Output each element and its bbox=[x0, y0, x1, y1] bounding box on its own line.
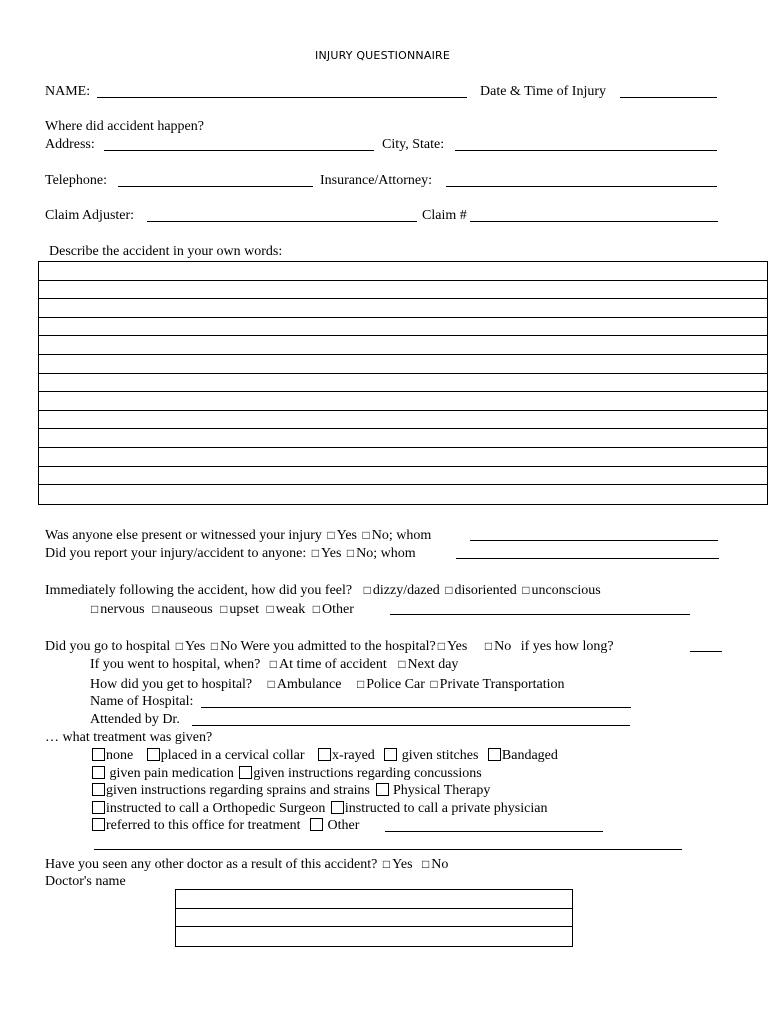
hospital-no-label: No bbox=[220, 639, 238, 654]
grid-row[interactable] bbox=[39, 336, 767, 355]
treatment-row-5 bbox=[92, 818, 359, 834]
grid-row[interactable] bbox=[39, 281, 767, 300]
grid-row[interactable] bbox=[176, 927, 572, 946]
admitted-no-checkbox[interactable]: □ bbox=[484, 639, 493, 653]
treatment-other-checkbox[interactable] bbox=[310, 818, 323, 831]
ambulance-checkbox[interactable]: □ bbox=[267, 677, 275, 691]
police-car-label: Police Car bbox=[366, 677, 425, 692]
telephone-field[interactable] bbox=[118, 186, 313, 187]
grid-row[interactable] bbox=[39, 429, 767, 448]
grid-row[interactable] bbox=[39, 485, 767, 504]
cervical-collar-label: placed in a cervical collar bbox=[160, 748, 305, 763]
grid-row[interactable] bbox=[176, 909, 572, 928]
hospital-yes-label: Yes bbox=[184, 639, 206, 654]
feel-text: Immediately following the accident, how did you feel? bbox=[45, 583, 353, 598]
other-doctor-question bbox=[45, 856, 448, 873]
other-doctor-yes-label: Yes bbox=[392, 857, 413, 872]
police-car-checkbox[interactable]: □ bbox=[356, 677, 365, 691]
grid-row[interactable] bbox=[39, 467, 767, 486]
hospital-name-label: Name of Hospital: bbox=[90, 694, 194, 709]
grid-row[interactable] bbox=[39, 262, 767, 281]
treatment-extra-line[interactable] bbox=[94, 849, 682, 850]
weak-checkbox[interactable]: □ bbox=[266, 602, 274, 616]
report-question bbox=[45, 545, 416, 562]
feel-other-field[interactable] bbox=[390, 614, 690, 615]
cervical-collar-checkbox[interactable] bbox=[147, 748, 160, 761]
admitted-yes-label: Yes bbox=[446, 639, 468, 654]
report-whom-field[interactable] bbox=[456, 558, 719, 559]
grid-row[interactable] bbox=[39, 411, 767, 430]
admitted-no-label: No bbox=[494, 639, 512, 654]
at-time-checkbox[interactable]: □ bbox=[269, 657, 278, 671]
report-no-label: No; whom bbox=[356, 546, 416, 561]
referred-checkbox[interactable] bbox=[92, 818, 105, 831]
claim-number-field[interactable] bbox=[470, 221, 718, 222]
stitches-label: given stitches bbox=[401, 748, 479, 763]
claim-adjuster-field[interactable] bbox=[147, 221, 417, 222]
unconscious-label: unconscious bbox=[531, 583, 601, 598]
private-transport-checkbox[interactable]: □ bbox=[430, 677, 438, 691]
treatment-row-2 bbox=[92, 766, 482, 782]
weak-label: weak bbox=[275, 602, 306, 617]
insurance-field[interactable] bbox=[446, 186, 717, 187]
at-time-label: At time of accident bbox=[279, 657, 387, 672]
treatment-question: … what treatment was given? bbox=[45, 730, 213, 745]
doctor-name-label: Doctor's name bbox=[45, 874, 126, 889]
orthopedic-checkbox[interactable] bbox=[92, 801, 105, 814]
grid-row[interactable] bbox=[39, 374, 767, 393]
feel-question bbox=[45, 582, 601, 599]
date-time-field[interactable] bbox=[620, 97, 717, 98]
insurance-label: Insurance/Attorney: bbox=[320, 173, 432, 188]
next-day-checkbox[interactable]: □ bbox=[398, 657, 406, 671]
name-field[interactable] bbox=[97, 97, 467, 98]
private-physician-checkbox[interactable] bbox=[331, 801, 344, 814]
hospital-no-checkbox[interactable]: □ bbox=[210, 639, 219, 653]
date-time-label: Date & Time of Injury bbox=[480, 84, 606, 99]
grid-row[interactable] bbox=[39, 355, 767, 374]
hospital-yes-checkbox[interactable]: □ bbox=[175, 639, 183, 653]
describe-label: Describe the accident in your own words: bbox=[49, 244, 283, 259]
concussions-label: given instructions regarding concussions bbox=[253, 766, 482, 781]
nervous-label: nervous bbox=[100, 602, 145, 617]
upset-label: upset bbox=[229, 602, 259, 617]
feel-options-row bbox=[89, 601, 354, 618]
nauseous-label: nauseous bbox=[161, 602, 213, 617]
witness-text: Was anyone else present or witnessed your injury bbox=[45, 528, 322, 543]
city-state-label: City, State: bbox=[382, 137, 445, 152]
other-doctor-yes-checkbox[interactable]: □ bbox=[382, 857, 391, 871]
nauseous-checkbox[interactable]: □ bbox=[152, 602, 160, 616]
other-doctor-text: Have you seen any other doctor as a result of this accident? bbox=[45, 857, 378, 872]
x-rayed-label: x-rayed bbox=[332, 748, 375, 763]
none-checkbox[interactable] bbox=[92, 748, 105, 761]
witness-yes-label: Yes bbox=[336, 528, 357, 543]
city-state-field[interactable] bbox=[455, 150, 717, 151]
pain-medication-checkbox[interactable] bbox=[92, 766, 105, 779]
doctor-name-grid[interactable] bbox=[175, 889, 573, 947]
dizzy-label: dizzy/dazed bbox=[372, 583, 440, 598]
treatment-row-3 bbox=[92, 783, 490, 799]
disoriented-label: disoriented bbox=[454, 583, 517, 598]
when-row bbox=[90, 656, 458, 673]
when-text: If you went to hospital, when? bbox=[90, 657, 261, 672]
private-physician-label: instructed to call a private physician bbox=[344, 801, 548, 816]
grid-row[interactable] bbox=[39, 448, 767, 467]
disoriented-checkbox[interactable]: □ bbox=[445, 583, 453, 597]
witness-no-label: No; whom bbox=[371, 528, 432, 543]
name-label: NAME: bbox=[45, 84, 91, 99]
bandaged-label: Bandaged bbox=[501, 748, 558, 763]
treatment-other-label: Other bbox=[327, 818, 360, 833]
treatment-other-field[interactable] bbox=[385, 831, 603, 832]
describe-grid[interactable] bbox=[38, 261, 768, 505]
grid-row[interactable] bbox=[39, 299, 767, 318]
x-rayed-checkbox[interactable] bbox=[318, 748, 331, 761]
orthopedic-label: instructed to call a Orthopedic Surgeon bbox=[106, 801, 326, 816]
ambulance-label: Ambulance bbox=[276, 677, 342, 692]
hospital-question bbox=[45, 638, 614, 655]
next-day-label: Next day bbox=[407, 657, 459, 672]
attended-field[interactable] bbox=[192, 725, 630, 726]
upset-checkbox[interactable]: □ bbox=[220, 602, 228, 616]
treatment-row-4 bbox=[92, 801, 547, 817]
claim-number-label: Claim # bbox=[422, 208, 467, 223]
admitted-text: Were you admitted to the hospital? bbox=[240, 639, 436, 654]
sprains-checkbox[interactable] bbox=[92, 783, 105, 796]
hospital-text: Did you go to hospital bbox=[45, 639, 171, 654]
report-yes-checkbox[interactable]: □ bbox=[311, 546, 320, 560]
physical-therapy-checkbox[interactable] bbox=[376, 783, 389, 796]
other-doctor-no-checkbox[interactable]: □ bbox=[422, 857, 430, 871]
claim-adjuster-label: Claim Adjuster: bbox=[45, 208, 135, 223]
dizzy-checkbox[interactable]: □ bbox=[363, 583, 371, 597]
other-doctor-no-label: No bbox=[431, 857, 449, 872]
pain-medication-label: given pain medication bbox=[109, 766, 234, 781]
address-label: Address: bbox=[45, 137, 95, 152]
feel-other-label: Other bbox=[322, 602, 354, 617]
report-no-checkbox[interactable]: □ bbox=[346, 546, 355, 560]
hospital-name-field[interactable] bbox=[201, 707, 631, 708]
grid-row[interactable] bbox=[39, 318, 767, 337]
how-get-text: How did you get to hospital? bbox=[90, 677, 253, 692]
grid-row[interactable] bbox=[39, 392, 767, 411]
unconscious-checkbox[interactable]: □ bbox=[522, 583, 530, 597]
private-transport-label: Private Transportation bbox=[439, 677, 565, 692]
treatment-row-1 bbox=[92, 748, 558, 764]
witness-question bbox=[45, 527, 431, 544]
none-label: none bbox=[106, 748, 134, 763]
witness-yes-checkbox[interactable]: □ bbox=[327, 528, 335, 542]
sprains-label: given instructions regarding sprains and strains bbox=[106, 783, 371, 798]
feel-other-checkbox[interactable]: □ bbox=[312, 602, 321, 616]
where-label: Where did accident happen? bbox=[45, 119, 204, 134]
witness-no-checkbox[interactable]: □ bbox=[362, 528, 370, 542]
stitches-checkbox[interactable] bbox=[384, 748, 397, 761]
referred-label: referred to this office for treatment bbox=[106, 818, 301, 833]
physical-therapy-label: Physical Therapy bbox=[393, 783, 491, 798]
page-title: INJURY QUESTIONNAIRE bbox=[315, 49, 451, 62]
witness-whom-field[interactable] bbox=[470, 540, 718, 541]
report-yes-label: Yes bbox=[321, 546, 342, 561]
concussions-checkbox[interactable] bbox=[239, 766, 252, 779]
address-field[interactable] bbox=[104, 150, 374, 151]
admitted-yes-checkbox[interactable]: □ bbox=[437, 639, 445, 653]
how-long-label: if yes how long? bbox=[520, 639, 614, 654]
how-long-field[interactable] bbox=[690, 651, 722, 652]
grid-row[interactable] bbox=[176, 890, 572, 909]
nervous-checkbox[interactable]: □ bbox=[91, 602, 99, 616]
report-text: Did you report your injury/accident to anyone: bbox=[45, 546, 307, 561]
attended-label: Attended by Dr. bbox=[90, 712, 180, 727]
how-get-row bbox=[90, 676, 565, 693]
bandaged-checkbox[interactable] bbox=[488, 748, 501, 761]
telephone-label: Telephone: bbox=[45, 173, 107, 188]
